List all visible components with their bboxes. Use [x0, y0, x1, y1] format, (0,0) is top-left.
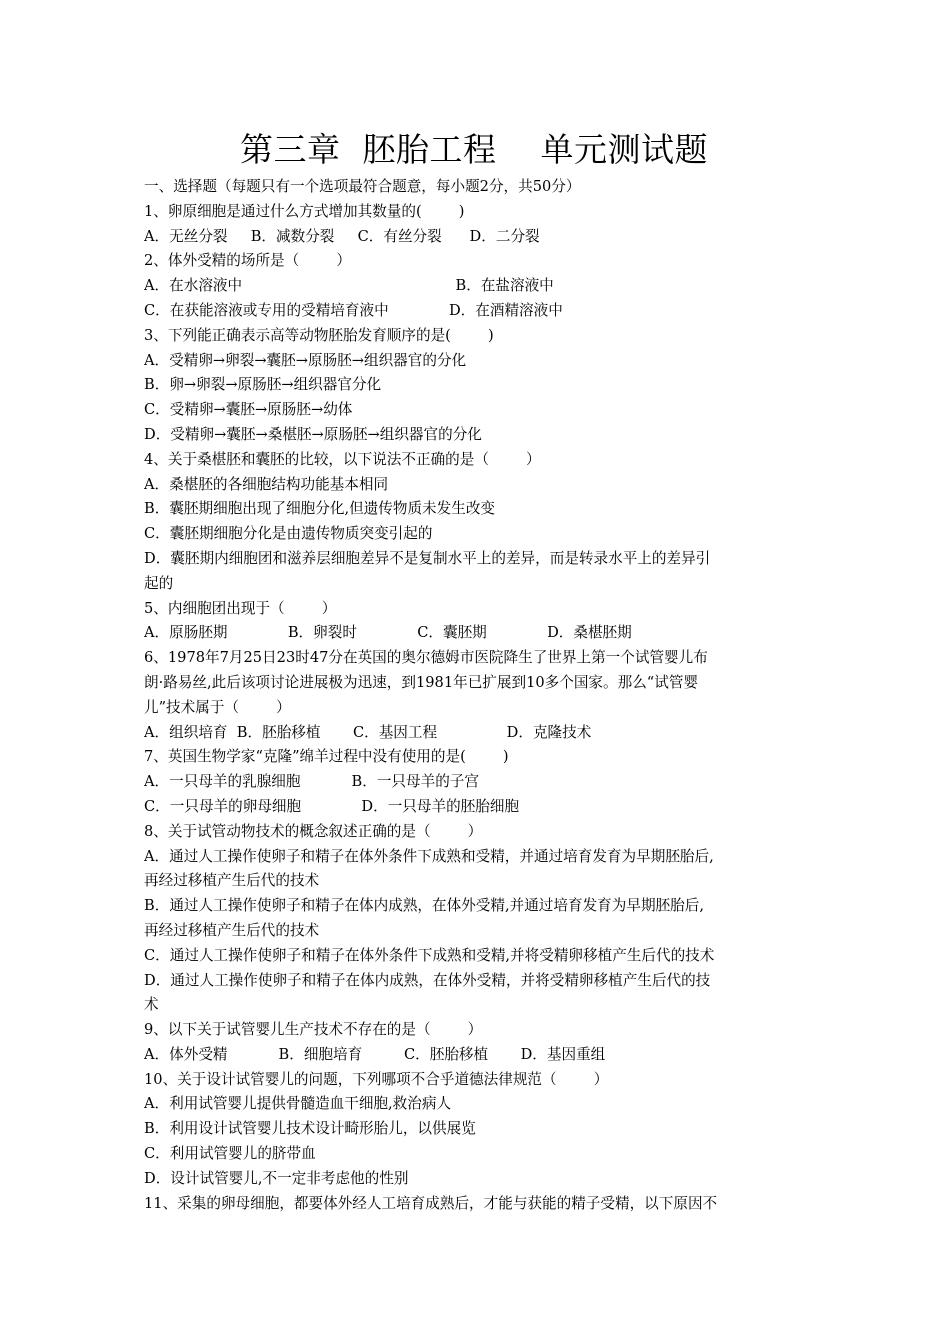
question-line: A．桑椹胚的各细胞结构功能基本相同 — [144, 475, 389, 493]
question-line: A．在水溶液中 B．在盐溶液中 — [144, 277, 554, 295]
question-line: D．囊胚期内细胞团和滋养层细胞差异不是复制水平上的差异，而是转录水平上的差异引 — [144, 549, 711, 567]
question-line: 8、关于试管动物技术的概念叙述正确的是（ ） — [144, 822, 483, 840]
question-line: 9、以下关于试管婴儿生产技术不存在的是（ ） — [144, 1021, 483, 1039]
question-line: C．受精卵→囊胚→原肠胚→幼体 — [144, 401, 353, 419]
question-line: 2、体外受精的场所是（ ） — [144, 252, 351, 270]
question-line: B．囊胚期细胞出现了细胞分化,但遗传物质未发生改变 — [144, 500, 496, 518]
question-line: 5、内细胞团出现于（ ） — [144, 599, 337, 617]
question-line: A．通过人工操作使卵子和精子在体外条件下成熟和受精，并通过培育发育为早期胚胎后, — [144, 847, 714, 865]
question-line: 1、卵原细胞是通过什么方式增加其数量的( ) — [144, 202, 465, 220]
question-line: 3、下列能正确表示高等动物胚胎发育顺序的是( ) — [144, 326, 494, 344]
question-line: B．通过人工操作使卵子和精子在体内成熟，在体外受精,并通过培育发育为早期胚胎后, — [144, 897, 704, 915]
question-line: 起的 — [144, 574, 174, 592]
question-line: 7、英国生物学家“克隆”绵羊过程中没有使用的是( ) — [144, 748, 509, 766]
question-line: C．在获能溶液或专用的受精培育液中 D．在酒精溶液中 — [144, 301, 563, 319]
question-line: 朗·路易丝,此后该项讨论进展极为迅速，到1981年已扩展到10多个国家。那么“试管婴 — [144, 673, 699, 691]
question-line: C．利用试管婴儿的脐带血 — [144, 1145, 316, 1163]
question-line: A．无丝分裂 B．减数分裂 C．有丝分裂 D．二分裂 — [144, 227, 540, 245]
section-heading: 一、选择题（每题只有一个选项最符合题意，每小题2分，共50分） — [144, 178, 581, 195]
question-line: A．原肠胚期 B．卵裂时 C．囊胚期 D．桑椹胚期 — [144, 624, 632, 642]
question-line: A．受精卵→卵裂→囊胚→原肠胚→组织器官的分化 — [144, 351, 467, 369]
question-line: 11、采集的卵母细胞，都要体外经人工培育成熟后，才能与获能的精子受精，以下原因不 — [144, 1194, 718, 1212]
question-line: D．受精卵→囊胚→桑椹胚→原肠胚→组织器官的分化 — [144, 425, 482, 443]
question-line: C．一只母羊的卵母细胞 D．一只母羊的胚胎细胞 — [144, 797, 520, 815]
question-line: C．通过人工操作使卵子和精子在体外条件下成熟和受精,并将受精卵移植产生后代的技术 — [144, 946, 715, 964]
question-line: 6、1978年7月25日23时47分在英国的奥尔德姆市医院降生了世界上第一个试管婴儿布 — [144, 649, 708, 667]
exam-document — [144, 125, 804, 1216]
question-line: D．设计试管婴儿,不一定非考虑他的性别 — [144, 1169, 409, 1187]
question-line: 10、关于设计试管婴儿的问题，下列哪项不合乎道德法律规范（ ） — [144, 1070, 609, 1088]
question-line: A．一只母羊的乳腺细胞 B．一只母羊的子宫 — [144, 773, 479, 791]
question-line: 儿”技术属于（ ） — [144, 698, 291, 716]
question-list — [144, 200, 804, 1217]
question-line: 再经过移植产生后代的技术 — [144, 872, 320, 890]
question-line: 再经过移植产生后代的技术 — [144, 921, 320, 939]
question-line: 术 — [144, 996, 159, 1014]
question-line: C．囊胚期细胞分化是由遗传物质突变引起的 — [144, 525, 433, 543]
question-line: D．通过人工操作使卵子和精子在体内成熟，在体外受精，并将受精卵移植产生后代的技 — [144, 971, 711, 989]
question-line: A．组织培育 B．胚胎移植 C．基因工程 D．克隆技术 — [144, 723, 592, 741]
question-line: A．体外受精 B．细胞培育 C．胚胎移植 D．基因重组 — [144, 1045, 606, 1063]
question-line: 4、关于桑椹胚和囊胚的比较，以下说法不正确的是（ ） — [144, 450, 541, 468]
question-line: B．利用设计试管婴儿技术设计畸形胎儿，以供展览 — [144, 1120, 476, 1138]
question-line: B．卵→卵裂→原肠胚→组织器官分化 — [144, 376, 382, 394]
page-title: 第三章 胚胎工程 单元测试题 — [240, 130, 708, 169]
question-line: A．利用试管婴儿提供骨髓造血干细胞,救治病人 — [144, 1095, 452, 1113]
